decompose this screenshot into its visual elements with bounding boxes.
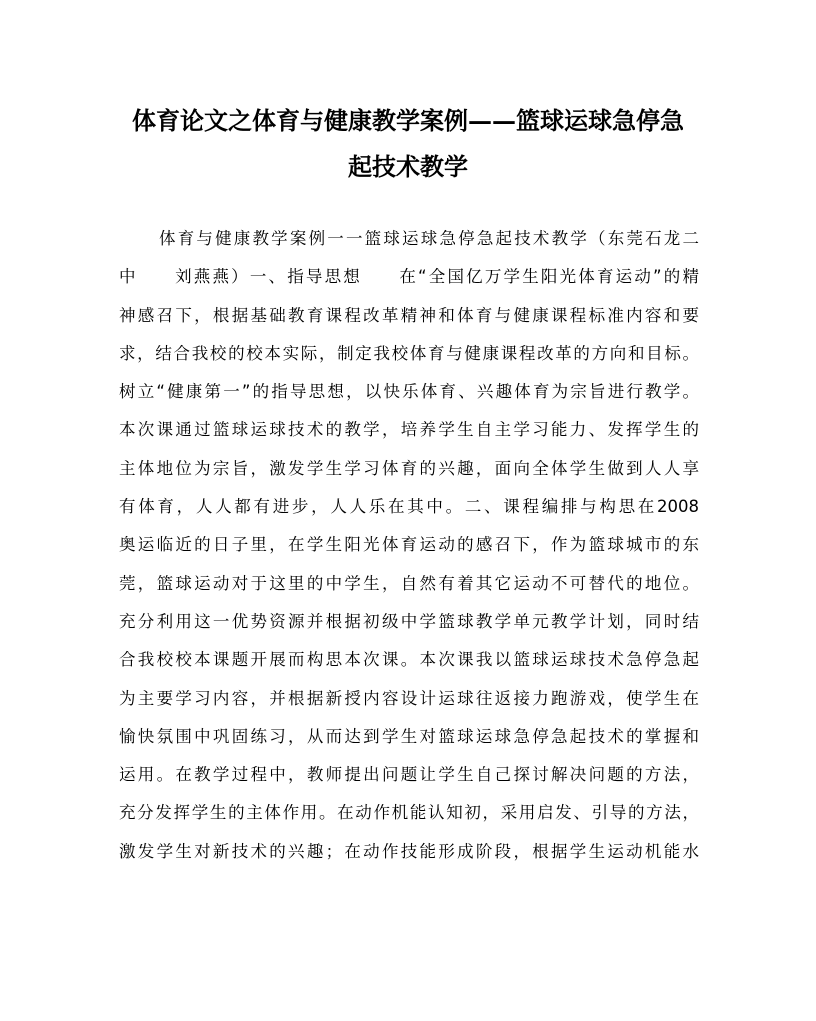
body-line: 奥运临近的日子里，在学生阳光体育运动的感召下，作为篮球城市的东 [119,535,699,555]
body-line: 为主要学习内容，并根据新授内容设计运球往返接力跑游戏，使学生在 [119,688,699,708]
body-line: 求，结合我校的校本实际，制定我校体育与健康课程改革的方向和目标。 [119,343,699,363]
body-line: 运用。在教学过程中，教师提出问题让学生自己探讨解决问题的方法， [119,765,699,785]
body-line: 愉快氛围中巩固练习，从而达到学生对篮球运球急停急起技术的掌握和 [119,726,699,746]
body-line: 莞，篮球运动对于这里的中学生，自然有着其它运动不可替代的地位。 [119,573,699,593]
document-body [119,220,699,871]
body-line: 充分利用这一优势资源并根据初级中学篮球教学单元教学计划，同时结 [119,611,699,631]
body-line: 中 刘燕燕）一、指导思想 在“全国亿万学生阳光体育运动”的精 [119,267,699,287]
body-line: 体育与健康教学案例一一篮球运球急停急起技术教学（东莞石龙二 [159,229,699,248]
title-line-2: 起技术教学 [348,152,468,181]
document-title [120,98,696,190]
body-line: 神感召下，根据基础教育课程改革精神和体育与健康课程标准内容和要 [119,305,699,325]
body-line: 合我校校本课题开展而构思本次课。本次课我以篮球运球技术急停急起 [119,650,699,670]
body-line: 树立“健康第一”的指导思想，以快乐体育、兴趣体育为宗旨进行教学。 [119,382,699,402]
body-line: 激发学生对新技术的兴趣；在动作技能形成阶段，根据学生运动机能水 [119,841,699,861]
body-line: 有体育，人人都有进步，人人乐在其中。二、课程编排与构思在2008 [119,497,699,517]
body-line: 充分发挥学生的主体作用。在动作机能认知初，采用启发、引导的方法， [119,803,699,823]
body-line: 本次课通过篮球运球技术的教学，培养学生自主学习能力、发挥学生的 [119,420,699,440]
body-line: 主体地位为宗旨，激发学生学习体育的兴趣，面向全体学生做到人人享 [119,458,699,478]
title-line-1: 体育论文之体育与健康教学案例——篮球运球急停急 [132,106,684,135]
